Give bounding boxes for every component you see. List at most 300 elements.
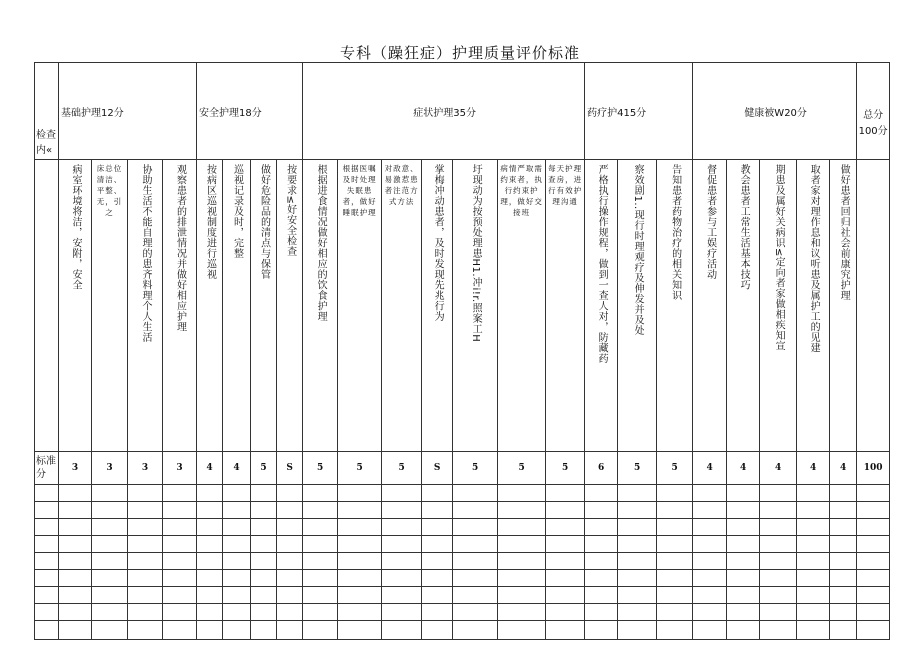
blank-cell [797,587,830,604]
score-cell: 5 [251,452,277,485]
blank-cell [128,536,163,553]
blank-cell [498,502,546,519]
blank-cell [223,604,251,621]
item-cell [585,160,618,452]
blank-cell [760,519,797,536]
blank-cell [693,587,727,604]
blank-row [35,536,890,553]
blank-cell [382,604,422,621]
blank-cell [128,621,163,640]
item-text: 期患及属好关病识≤定向者家做相疾知宣 [773,164,785,352]
blank-cell [92,519,128,536]
blank-cell [35,536,59,553]
blank-cell [382,587,422,604]
blank-cell [128,519,163,536]
blank-cell [585,553,618,570]
score-cell: S [277,452,303,485]
blank-cell [223,570,251,587]
blank-cell [303,485,338,502]
blank-cell [92,570,128,587]
blank-cell [453,604,498,621]
item-text: 做好危险品的清点与保管 [258,164,270,280]
standard-score-label: 标准分 [35,452,59,485]
blank-cell [657,502,693,519]
score-cell: 4 [797,452,830,485]
score-cell: 5 [657,452,693,485]
blank-cell [857,621,890,640]
blank-row [35,485,890,502]
score-cell: 4 [693,452,727,485]
blank-cell [197,587,223,604]
item-text: 圩现动为按预处理患H1.冲i!r.照案工H [470,164,482,343]
blank-cell [693,536,727,553]
blank-cell [727,621,760,640]
blank-cell [422,570,453,587]
blank-cell [498,621,546,640]
item-cell [693,160,727,452]
blank-cell [422,536,453,553]
blank-cell [618,570,657,587]
blank-cell [277,485,303,502]
blank-cell [163,604,197,621]
blank-cell [498,604,546,621]
blank-cell [35,485,59,502]
items-row-spacer [35,160,59,452]
blank-cell [251,621,277,640]
item-text: 告知患者药物治疗的相关知识 [669,164,681,301]
blank-cell [251,485,277,502]
blank-cell [92,604,128,621]
item-cell [760,160,797,452]
blank-cell [797,502,830,519]
score-cell: 5 [618,452,657,485]
blank-cell [59,519,92,536]
blank-cell [163,502,197,519]
blank-cell [223,621,251,640]
blank-cell [163,536,197,553]
item-text: 病室环境将洁，安附，安全 [70,164,81,290]
blank-cell [223,502,251,519]
blank-cell [251,570,277,587]
blank-cell [498,536,546,553]
blank-row [35,519,890,536]
blank-cell [338,604,382,621]
item-cell [338,160,382,452]
blank-cell [498,587,546,604]
total-score-header [857,63,890,160]
blank-cell [163,553,197,570]
item-text: 察效剧1..现行时理观疗及伸发并及处 [632,164,644,336]
blank-cell [857,519,890,536]
blank-cell [857,536,890,553]
item-text: 协助生活不能自理的患齐料理个人生活 [140,164,151,343]
score-cell: 3 [163,452,197,485]
blank-cell [128,587,163,604]
blank-cell [618,536,657,553]
blank-cell [585,502,618,519]
blank-cell [92,621,128,640]
blank-cell [546,621,585,640]
blank-cell [59,604,92,621]
blank-cell [797,553,830,570]
blank-cell [382,502,422,519]
blank-cell [382,485,422,502]
item-cell [197,160,223,452]
blank-cell [857,502,890,519]
item-text: 教会患者工常生活基本技巧 [738,164,750,290]
blank-cell [727,570,760,587]
category-medication-care: 药疗护415分 [585,63,693,160]
blank-cell [797,519,830,536]
blank-cell [618,502,657,519]
blank-cell [760,536,797,553]
blank-cell [35,570,59,587]
blank-cell [498,485,546,502]
blank-cell [422,604,453,621]
blank-cell [453,587,498,604]
blank-cell [830,553,857,570]
blank-cell [727,587,760,604]
score-cell: 3 [128,452,163,485]
total-score-cell: 100 [857,452,890,485]
blank-cell [760,553,797,570]
blank-cell [498,519,546,536]
items-row [35,160,890,452]
item-cell [797,160,830,452]
blank-cell [585,570,618,587]
blank-cell [657,553,693,570]
score-cell: 4 [223,452,251,485]
blank-cell [277,621,303,640]
blank-cell [422,502,453,519]
items-row-total-spacer [857,160,890,452]
item-cell [92,160,128,452]
blank-cell [727,536,760,553]
blank-cell [338,519,382,536]
blank-cell [727,502,760,519]
blank-cell [453,621,498,640]
blank-cell [693,519,727,536]
blank-cell [453,519,498,536]
blank-cell [546,553,585,570]
score-cell: 5 [546,452,585,485]
item-text: 取者家对理作息和议听患及属护工的见建 [808,164,820,353]
category-safety-care: 安全护理18分 [197,63,303,160]
blank-cell [857,604,890,621]
blank-cell [657,621,693,640]
blank-cell [303,587,338,604]
blank-cell [657,604,693,621]
blank-cell [197,536,223,553]
item-cell [830,160,857,452]
blank-cell [277,502,303,519]
item-cell [303,160,338,452]
blank-cell [163,587,197,604]
blank-cell [657,519,693,536]
blank-cell [338,553,382,570]
item-text: 严格执行操作规程，做到一查人对，防藏药 [596,164,608,364]
page-title: 专科（躁狂症）护理质量评价标准 [339,44,580,62]
blank-cell [498,570,546,587]
blank-row [35,587,890,604]
blank-cell [585,536,618,553]
blank-row [35,502,890,519]
item-text: 床总位清洁、平整、无，引之 [96,164,123,217]
blank-cell [797,485,830,502]
blank-cell [830,604,857,621]
blank-cell [760,587,797,604]
score-cell: 5 [338,452,382,485]
category-health-education: 健康被W20分 [693,63,857,160]
total-label: 总分 [863,110,884,121]
blank-cell [303,570,338,587]
blank-cell [223,485,251,502]
blank-cell [197,604,223,621]
item-cell [498,160,546,452]
blank-cell [727,519,760,536]
item-text: 每天护理查房，进行有效护理沟通 [548,164,583,206]
blank-cell [618,604,657,621]
score-cell: 3 [92,452,128,485]
blank-cell [422,553,453,570]
item-cell [422,160,453,452]
category-symptom-care: 症状护理35分 [303,63,585,160]
blank-cell [760,502,797,519]
blank-cell [35,502,59,519]
blank-row [35,553,890,570]
score-cell: 4 [760,452,797,485]
item-cell [657,160,693,452]
score-cell: 5 [453,452,498,485]
item-cell [382,160,422,452]
evaluation-table [34,62,890,640]
blank-cell [277,604,303,621]
blank-row [35,621,890,640]
blank-cell [92,502,128,519]
item-text: 做好患者回归社会前康究护理 [838,164,850,301]
blank-cell [35,553,59,570]
blank-cell [303,604,338,621]
blank-cell [382,553,422,570]
blank-cell [857,570,890,587]
blank-cell [277,587,303,604]
blank-cell [197,621,223,640]
item-text: 病情严取需约束者，执行约束护理，做好交接班 [500,164,543,217]
item-cell [618,160,657,452]
blank-cell [382,621,422,640]
blank-cell [338,536,382,553]
blank-cell [760,570,797,587]
blank-cell [59,485,92,502]
blank-cell [277,553,303,570]
blank-cell [197,485,223,502]
category-row [35,63,890,160]
blank-cell [693,485,727,502]
blank-cell [546,536,585,553]
blank-cell [223,587,251,604]
blank-cell [251,553,277,570]
blank-cell [92,536,128,553]
blank-cell [453,553,498,570]
blank-cell [546,587,585,604]
blank-cell [128,570,163,587]
blank-cell [163,570,197,587]
blank-cell [585,621,618,640]
item-cell [59,160,92,452]
blank-cell [382,536,422,553]
blank-cell [338,587,382,604]
blank-cell [35,604,59,621]
blank-cell [277,570,303,587]
blank-cell [163,621,197,640]
item-text: 按病区巡视制度进行巡视 [204,164,216,280]
blank-cell [163,519,197,536]
blank-cell [59,553,92,570]
blank-cell [59,570,92,587]
item-cell [251,160,277,452]
item-text: 根据进食情况做好相应的饮食护理 [315,164,327,322]
blank-cell [727,553,760,570]
blank-cell [797,604,830,621]
blank-cell [223,519,251,536]
blank-cell [251,536,277,553]
blank-cell [59,502,92,519]
item-text: 观察患者的排泄情况并做好相应护理 [174,164,186,332]
blank-cell [830,587,857,604]
blank-cell [546,502,585,519]
blank-cell [251,604,277,621]
blank-cell [197,502,223,519]
blank-cell [128,553,163,570]
blank-cell [59,621,92,640]
total-points: 100分 [858,126,888,137]
blank-cell [303,519,338,536]
blank-cell [128,604,163,621]
blank-cell [727,604,760,621]
blank-cell [92,485,128,502]
blank-cell [618,587,657,604]
blank-cell [585,519,618,536]
blank-cell [251,502,277,519]
item-text: 巡视记录及时，完整 [231,164,243,259]
blank-cell [422,485,453,502]
blank-cell [618,519,657,536]
blank-cell [797,621,830,640]
blank-cell [422,519,453,536]
blank-cell [59,587,92,604]
blank-cell [830,570,857,587]
blank-cell [163,485,197,502]
blank-cell [830,519,857,536]
item-cell [453,160,498,452]
blank-cell [92,553,128,570]
item-cell [727,160,760,452]
blank-cell [251,587,277,604]
blank-cell [618,553,657,570]
blank-cell [585,485,618,502]
blank-cell [92,587,128,604]
item-cell [128,160,163,452]
blank-cell [618,485,657,502]
item-text: 根据医嘱及时处理失眠患者，做好睡眠护理 [342,164,377,217]
blank-cell [585,604,618,621]
blank-cell [223,553,251,570]
item-cell [163,160,197,452]
blank-cell [760,621,797,640]
blank-cell [657,536,693,553]
score-cell: 4 [727,452,760,485]
score-cell: 4 [197,452,223,485]
item-text: 掌梅冲动患者，及时发现先兆行为 [432,164,444,322]
blank-cell [830,536,857,553]
blank-cell [338,621,382,640]
blank-cell [382,570,422,587]
item-cell [277,160,303,452]
blank-cell [585,587,618,604]
blank-cell [338,485,382,502]
blank-cell [59,536,92,553]
blank-cell [546,604,585,621]
item-text: 督促患者参与工娱疗活动 [704,164,716,280]
blank-row [35,570,890,587]
blank-cell [657,570,693,587]
blank-cell [128,502,163,519]
blank-cell [422,621,453,640]
score-cell: 5 [498,452,546,485]
blank-cell [546,485,585,502]
blank-cell [453,536,498,553]
blank-cell [760,604,797,621]
blank-cell [546,570,585,587]
blank-cell [546,519,585,536]
score-cell: 3 [59,452,92,485]
blank-cell [303,621,338,640]
item-text: 对敌意、易激惹患者注范方式方法 [384,164,419,206]
blank-cell [338,502,382,519]
score-cell: S [422,452,453,485]
blank-cell [657,485,693,502]
blank-cell [382,519,422,536]
item-text: 按要求≤好安全检查 [284,164,296,257]
blank-cell [727,485,760,502]
blank-cell [760,485,797,502]
score-cell: 5 [303,452,338,485]
blank-cell [453,570,498,587]
score-cell: 4 [830,452,857,485]
score-cell: 5 [382,452,422,485]
blank-cell [693,604,727,621]
blank-cell [857,485,890,502]
blank-cell [338,570,382,587]
item-cell [223,160,251,452]
blank-cell [453,502,498,519]
blank-cell [35,587,59,604]
blank-cell [223,536,251,553]
category-basic-care: 基础护理12分 [59,63,197,160]
blank-cell [277,536,303,553]
blank-row [35,604,890,621]
blank-cell [422,587,453,604]
blank-cell [197,570,223,587]
blank-cell [857,553,890,570]
blank-cell [797,536,830,553]
check-content-label: 检查内« [35,63,59,160]
item-cell [546,160,585,452]
blank-cell [303,536,338,553]
blank-cell [693,570,727,587]
blank-cell [498,553,546,570]
blank-cell [303,502,338,519]
